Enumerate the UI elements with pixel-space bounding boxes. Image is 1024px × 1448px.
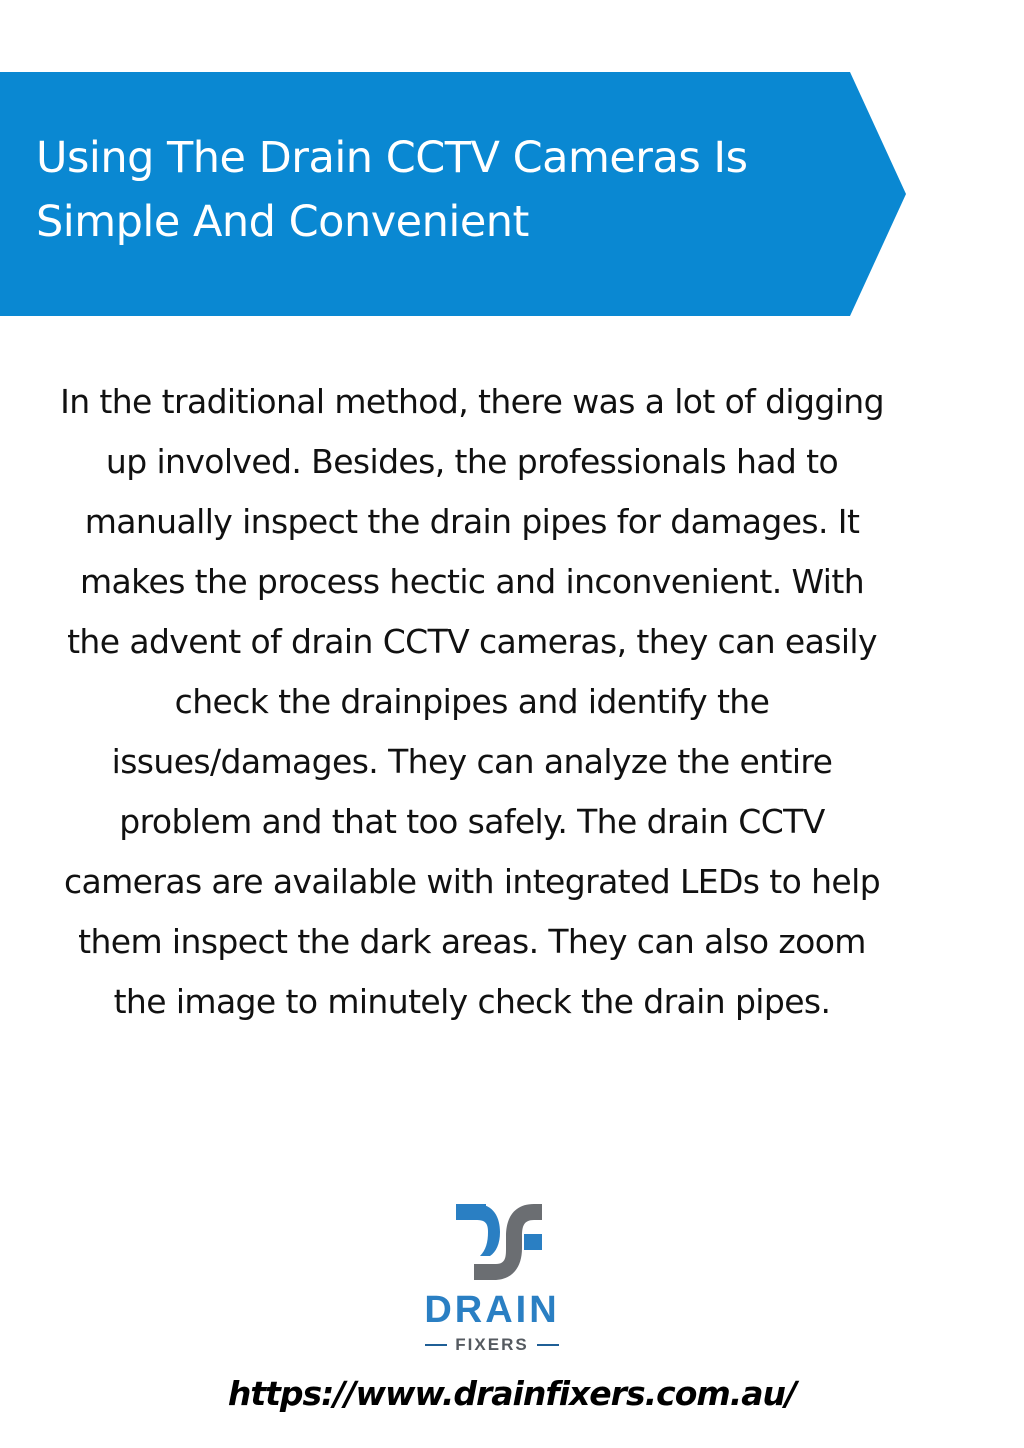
logo-monogram-icon <box>436 1196 548 1284</box>
logo-rule-left <box>425 1344 447 1346</box>
logo-wordmark: DRAIN <box>424 1289 560 1331</box>
website-url: https://www.drainfixers.com.au/ <box>227 1374 797 1413</box>
page-title: Using The Drain CCTV Cameras Is Simple And Convenient <box>36 133 748 247</box>
logo-subtitle <box>400 1334 584 1356</box>
logo-subtitle-text: FIXERS <box>455 1335 529 1354</box>
logo-rule-right <box>537 1344 559 1346</box>
drain-fixers-logo <box>400 1196 584 1364</box>
article-body: In the traditional method, there was a lot of digging up involved. Besides, the professionals had to manually inspect the drain pipes for damages. It makes the process hectic and inconvenient. With the advent of drain CCTV cameras, they can easily check the drainpipes and identify the issues/damages. They can analyze the entire problem and that too safely. The drain CCTV cameras are available with integrated LEDs to help them inspect the dark areas. They can also zoom the image to minutely check the drain pipes. <box>60 382 884 1021</box>
